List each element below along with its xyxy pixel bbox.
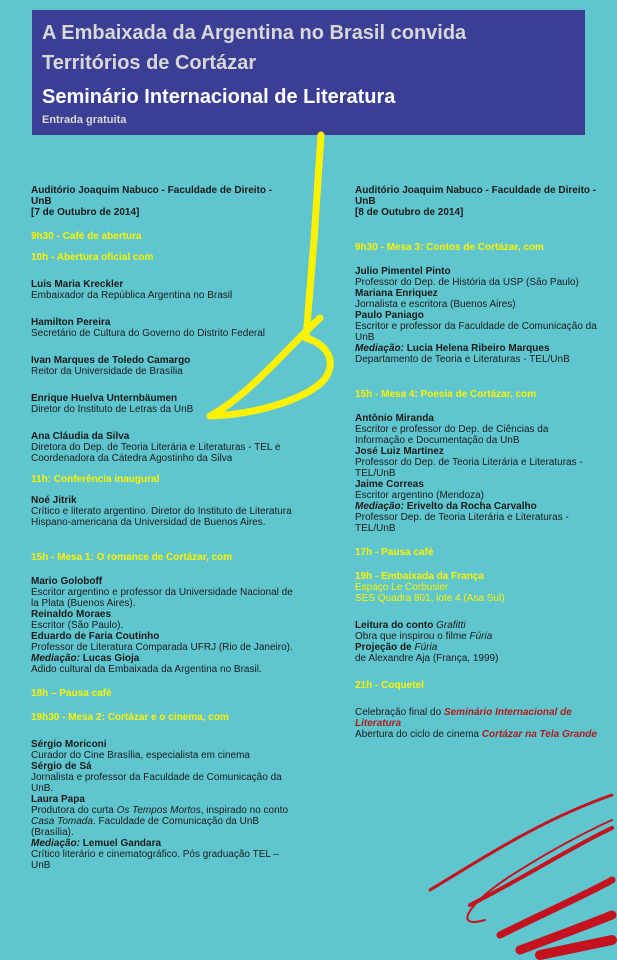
speaker-name: Julio Pimentel Pinto [355,266,451,277]
day1-abertura: 10h - Abertura oficial com [31,252,154,263]
embaixada-franca: 19h - Embaixada da França [355,571,484,582]
speaker-name: José Luiz Martinez [355,446,444,457]
text-segment: Leitura do conto [355,620,437,631]
mediator-name: Lucas Gioja [82,653,140,664]
venue-address: SES Quadra 801, lote 4 (Asa Sul) [355,593,505,604]
speaker-role: Secretário de Cultura do Governo do Distrito Federal [31,328,266,339]
speaker-role: Escritor argentino (Mendoza) [355,490,484,501]
text-segment: . Faculdade de Comunicação da UnB (Brasília). [31,816,260,838]
mediator-role: Departamento de Teoria e Literaturas - TEL/UnB [355,354,570,365]
day1-venue: Auditório Joaquim Nabuco - Faculdade de Direito - UnB [31,185,273,207]
day1-cafe: 9h30 - Café de abertura [31,231,142,242]
mediator-role: Crítico literário e cinematográfico. Pós graduação TEL – UnB [31,849,279,871]
speaker-name: Ana Cláudia da Silva [31,431,130,442]
mesa3-title: 9h30 - Mesa 3: Contos de Cortázar, com [355,242,544,253]
mediator-role: Adido cultural da Embaixada da Argentina no Brasil. [31,664,262,675]
obra-line [355,631,600,642]
celebration-line [355,707,600,729]
speaker-role: Professor de Literatura Comparada UFRJ (Rio de Janeiro). [31,642,293,653]
story-title: Casa Tomada [31,816,93,827]
speaker-role: Embaixador da República Argentina no Brasil [31,290,233,301]
mediator-label: Mediação: [31,838,80,849]
text-segment: Obra que inspirou o filme [355,631,470,642]
speaker-name: Eduardo de Faria Coutinho [31,631,160,642]
speaker-role: Diretora do Dep. de Teoria Literária e Literaturas - TEL e Coordenadora da Cátedra Agostinho da Silva [31,442,281,464]
speaker-role: Crítico e literato argentino. Diretor do Instituto de Literatura Hispano-americana da Universidad de Buenos Aires. [31,506,292,528]
speaker-role [31,805,293,838]
speaker-role: Curador do Cine Brasília, especialista em cinema [31,750,250,761]
coquetel: 21h - Coquetel [355,680,424,691]
day1-date: [7 de Outubro de 2014] [31,207,140,218]
speaker-role: Escritor (São Paulo). [31,620,124,631]
speaker-role: Jornalista e professor da Faculdade de Comunicação da UnB. [31,772,282,794]
director-line: de Alexandre Aja (França, 1999) [355,653,499,664]
speaker-name: Enrique Huelva Unternbäumen [31,393,178,404]
speaker-name: Antônio Miranda [355,413,434,424]
speaker-name: Laura Papa [31,794,85,805]
speaker-role: Escritor e professor da Faculdade de Comunicação da UnB [355,321,597,343]
mediator-label: Mediação: [31,653,80,664]
venue-name: Espaço Le Corbusier [355,582,449,593]
mediator-label: Mediação: [355,501,404,512]
speaker-role: Professor do Dep. de História da USP (São Paulo) [355,277,579,288]
speaker-name: Hamilton Pereira [31,317,111,328]
cycle-line [355,729,600,740]
mediator-label: Mediação: [355,343,404,354]
story-title: Grafitti [436,620,466,631]
film-title: Fúria [414,642,438,653]
mesa2-title: 19h30 - Mesa 2: Cortázar e o cinema, com [31,712,229,723]
cycle-name: Cortázar na Tela Grande [481,729,597,740]
mesa1-title: 15h - Mesa 1: O romance de Cortázar, com [31,552,233,563]
film-title: Os Tempos Mortos [116,805,201,816]
mediator-line [31,653,293,664]
entry-note: Entrada gratuita [42,114,127,126]
text-segment: Celebração final do [355,707,444,718]
day2-venue: Auditório Joaquim Nabuco - Faculdade de Direito - UnB [355,185,597,207]
speaker-name: Sérgio Moriconi [31,739,107,750]
speaker-name: Mario Goloboff [31,576,103,587]
day1-schedule [31,185,293,871]
speaker-name: Luis Maria Kreckler [31,279,124,290]
event-subtitle: Seminário Internacional de Literatura [42,86,396,108]
text-segment: Abertura do ciclo de cinema [355,729,482,740]
day1-conferencia: 11h: Conferência inaugural [31,474,160,485]
day2-schedule [355,185,600,740]
speaker-name: Paulo Paniago [355,310,424,321]
mesa4-title: 15h - Mesa 4: Poesia de Cortázar, com [355,389,537,400]
mediator-line [355,501,600,512]
leitura-line [355,620,600,631]
speaker-role: Escritor e professor do Dep. de Ciências da Informação e Documentação da UnB [355,424,549,446]
mediator-line [355,343,600,354]
mediator-role: Professor Dep. de Teoria Literária e Literaturas - TEL/UnB [355,512,569,534]
text-segment: Produtora do curta [31,805,117,816]
speaker-name: Jaime Correas [355,479,424,490]
speaker-name: Sérgio de Sá [31,761,92,772]
film-title: Fúria [469,631,493,642]
mediator-line [31,838,293,849]
speaker-role: Diretor do Instituto de Letras da UnB [31,404,194,415]
mediator-name: Erivelto da Rocha Carvalho [406,501,537,512]
text-segment: , inspirado no conto [200,805,288,816]
mediator-name: Lucia Helena Ribeiro Marques [406,343,550,354]
event-title: Territórios de Cortázar [42,52,257,74]
projecao-line [355,642,600,653]
speaker-role: Escritor argentino e professor da Universidade Nacional de la Plata (Buenos Aires). [31,587,293,609]
day1-pausa: 18h – Pausa café [31,688,112,699]
invite-line: A Embaixada da Argentina no Brasil convida [42,22,467,44]
text-segment: Projeção de [355,642,415,653]
speaker-role: Jornalista e escritora (Buenos Aires) [355,299,516,310]
speaker-name: Mariana Enriquez [355,288,438,299]
speaker-role: Reitor da Universidade de Brasília [31,366,183,377]
speaker-name: Reinaldo Moraes [31,609,112,620]
speaker-name: Ivan Marques de Toledo Camargo [31,355,191,366]
day2-pausa: 17h - Pausa café [355,547,434,558]
seminar-name: Seminário Internacional de Literatura [355,707,572,729]
mediator-name: Lemuel Gandara [82,838,162,849]
day2-date: [8 de Outubro de 2014] [355,207,464,218]
speaker-name: Noé Jitrik [31,495,77,506]
speaker-role: Professor do Dep. de Teoria Literária e Literaturas - TEL/UnB [355,457,583,479]
